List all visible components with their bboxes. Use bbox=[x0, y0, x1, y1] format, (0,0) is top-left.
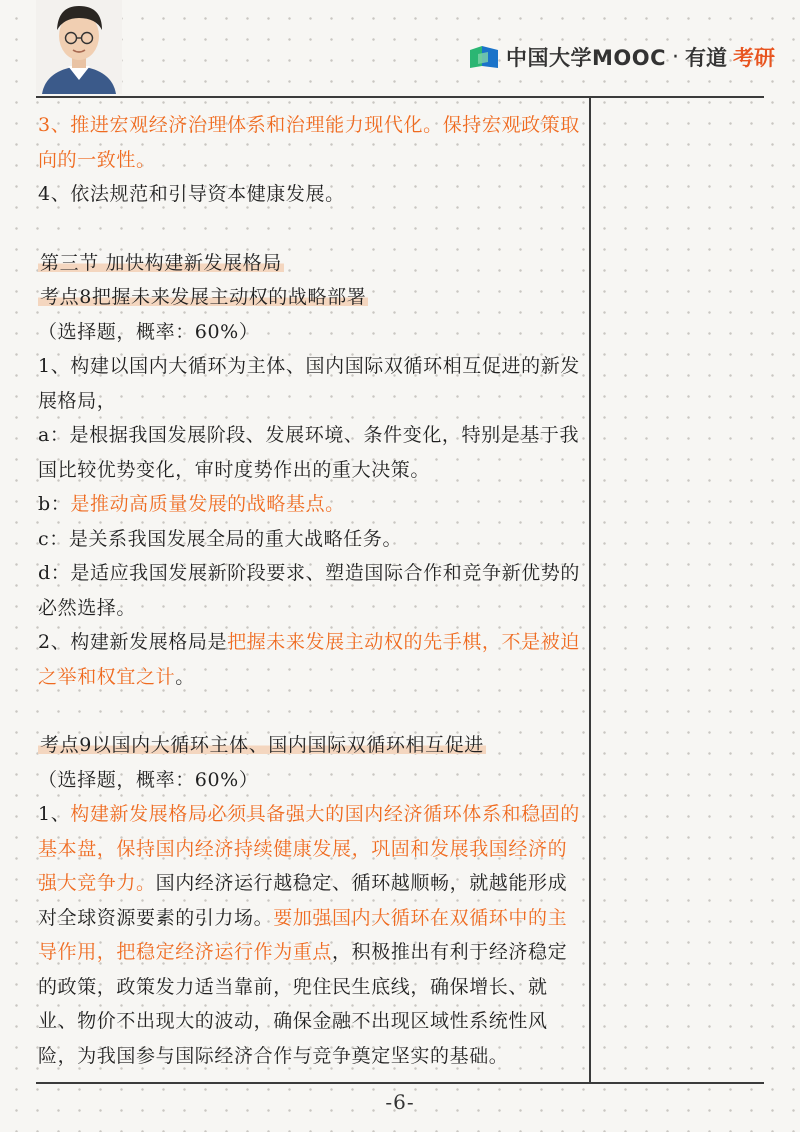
kp8-point-1: 1、构建以国内大循环为主体、国内国际双循环相互促进的新发展格局， bbox=[38, 355, 580, 412]
kp8-point-d: d：是适应我国发展新阶段要求、塑造国际合作和竞争新优势的必然选择。 bbox=[38, 562, 580, 619]
bottom-rule bbox=[36, 1082, 764, 1084]
page-content bbox=[38, 108, 584, 1073]
kp9-note: （选择题，概率：60%） bbox=[38, 768, 259, 791]
brand-youdao: 有道 bbox=[685, 46, 728, 70]
kp8-point-2: 2、构建新发展格局是把握未来发展主动权的先手棋，不是被迫之举和权宜之计。 bbox=[38, 631, 580, 688]
kp8-title: 考点8把握未来发展主动权的战略部署 bbox=[40, 286, 367, 308]
item-4-text: 4、依法规范和引导资本健康发展。 bbox=[38, 183, 345, 205]
teacher-avatar bbox=[36, 0, 122, 94]
kp8-note: （选择题，概率：60%） bbox=[38, 320, 259, 343]
top-rule bbox=[36, 96, 764, 98]
section-title: 第三节 加快构建新发展格局 bbox=[40, 251, 282, 274]
brand-logo-group bbox=[468, 42, 775, 72]
margin-rule bbox=[589, 96, 591, 1084]
brand-name: 中国大学MOOC bbox=[506, 46, 667, 70]
kp8-point-a: a：是根据我国发展阶段、发展环境、条件变化，特别是基于我国比较优势变化，审时度势作出的重大决策。 bbox=[38, 424, 580, 481]
kp8-point-b: b：是推动高质量发展的战略基点。 bbox=[38, 493, 345, 515]
mooc-logo-icon bbox=[468, 44, 500, 70]
brand-kaoyan: 考研 bbox=[733, 46, 776, 70]
kp9-title: 考点9以国内大循环主体、国内国际双循环相互促进 bbox=[40, 734, 484, 756]
kp8-point-c: c：是关系我国发展全局的重大战略任务。 bbox=[38, 527, 403, 550]
item-3-text: 3、推进宏观经济治理体系和治理能力现代化。保持宏观政策取向的一致性。 bbox=[38, 114, 580, 171]
kp9-point-1: 1、构建新发展格局必须具备强大的国内经济循环体系和稳固的基本盘，保持国内经济持续健康发展，巩固和发展我国经济的强大竞争力。国内经济运行越稳定、循环越顺畅，就越能形成对全球资源要素的引力场。要加强国内大循环在双循环中的主导作用，把稳定经济运行作为重点，积极推出有利于经济稳定的政策，政策发力适当靠前，兜住民生底线，确保增长、就业、物价不出现大的波动，确保金融不出现区域性系统性风险，为我国参与国际经济合作与竞争奠定坚实的基础。 bbox=[38, 803, 580, 1067]
page-number: -6- bbox=[385, 1090, 415, 1114]
page-header bbox=[0, 0, 800, 96]
brand-separator: · bbox=[672, 44, 680, 70]
